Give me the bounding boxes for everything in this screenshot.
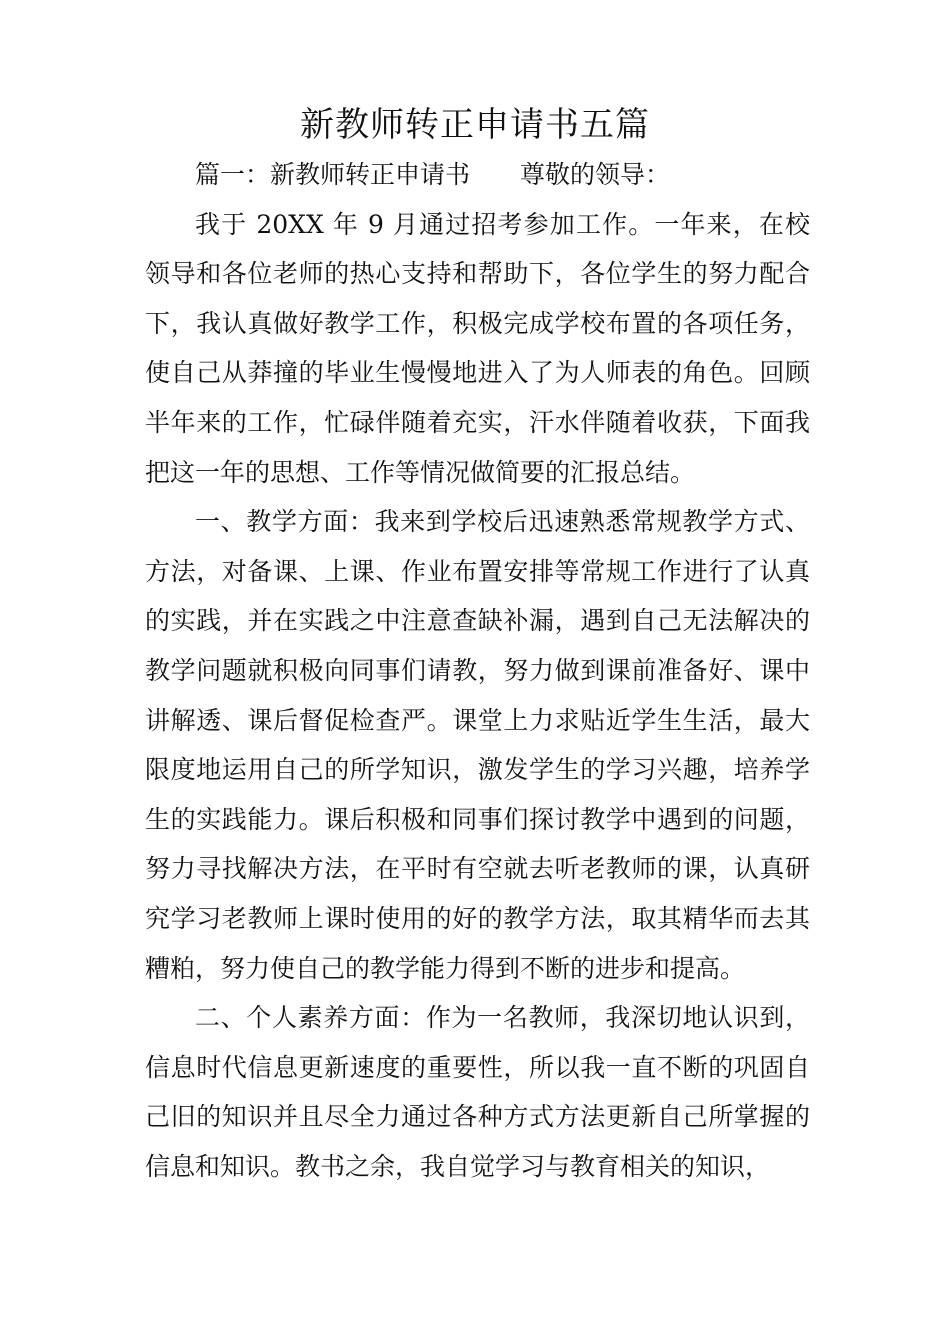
section-heading-line (145, 150, 810, 200)
salutation: 尊敬的领导： (520, 160, 671, 189)
paragraph-intro: 我于 20XX 年 9 月通过招考参加工作。一年来，在校领导和各位老师的热心支持和帮助下，各位学生的努力配合下，我认真做好教学工作，积极完成学校布置的各项任务，使自己从莽撞的毕业生慢慢地进入了为人师表的角色。回顾半年来的工作，忙碌伴随着充实，汗水伴随着收获，下面我把这一年的思想、工作等情况做简要的汇报总结。 (145, 209, 810, 487)
section-label: 篇一：新教师转正申请书 (195, 160, 471, 189)
paragraph-teaching: 一、教学方面：我来到学校后迅速熟悉常规教学方式、方法，对备课、上课、作业布置安排等常规工作进行了认真的实践，并在实践之中注意查缺补漏，遇到自己无法解决的教学问题就积极向同事们请教，努力做到课前准备好、课中讲解透、课后督促检查严。课堂上力求贴近学生生活，最大限度地运用自己的所学知识，激发学生的学习兴趣，培养学生的实践能力。课后积极和同事们探讨教学中遇到的问题，努力寻找解决方法，在平时有空就去听老教师的课，认真研究学习老教师上课时使用的好的教学方法，取其精华而去其糟粕，努力使自己的教学能力得到不断的进步和提高。 (145, 507, 810, 983)
document-title: 新教师转正申请书五篇 (300, 105, 650, 145)
paragraph-personal-quality: 二、个人素养方面：作为一名教师，我深切地认识到，信息时代信息更新速度的重要性，所以我一直不断的巩固自己旧的知识并且尽全力通过各种方式方法更新自己所掌握的信息和知识。教书之余，我自觉学习与教育相关的知识， (145, 1003, 810, 1181)
document-body (145, 150, 810, 1191)
